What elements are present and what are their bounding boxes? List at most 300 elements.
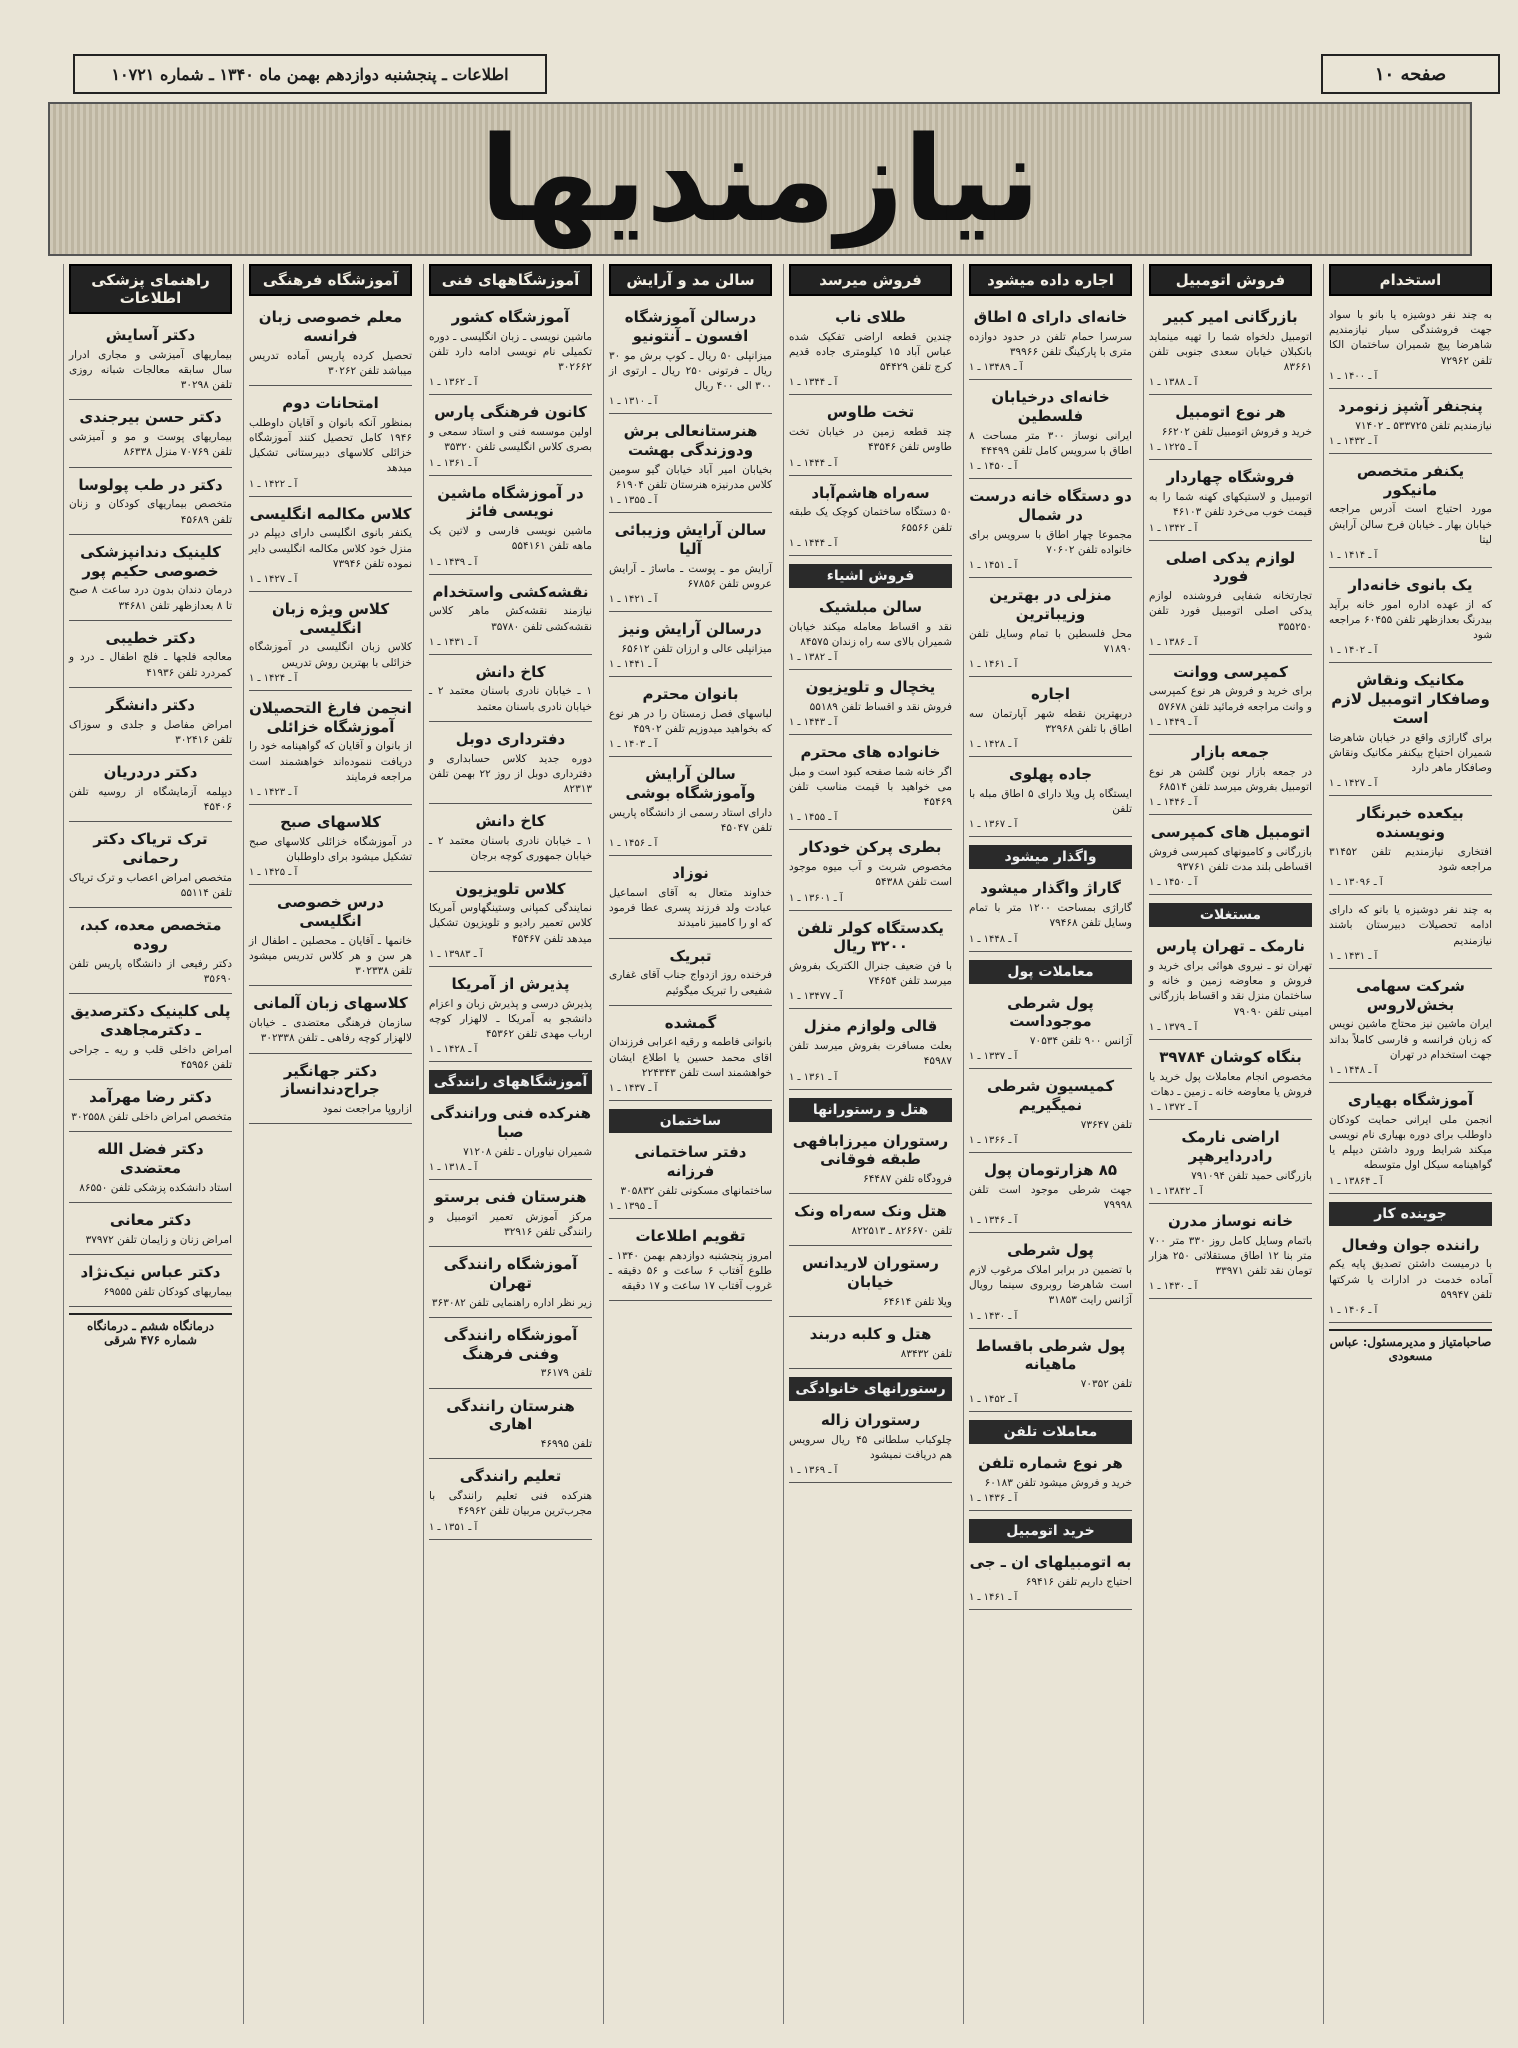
ad-title: پول شرطی باقساط ماهیانه: [975, 1336, 1126, 1374]
ad-body: ماشین نویسی ـ زبان انگلیسی ـ دوره تکمیلی نام نویسی ادامه دارد تلفن ۳۰۲۶۶۲: [429, 330, 592, 374]
classified-ad: [609, 761, 772, 856]
classified-ad: [969, 1157, 1132, 1233]
ad-reference-code: آ ـ ۱۳۷۲ ـ ۱: [1149, 1102, 1198, 1114]
ad-body: کلاس زبان انگلیسی در آموزشگاه خزائلی با بهترین روش تدریس: [249, 641, 412, 669]
ad-body: بیماریهای پوست و مو و آمیزشی تلفن ۷۰۷۶۹ منزل ۸۶۳۳۸: [69, 431, 232, 459]
classified-ad: [1329, 393, 1492, 454]
classified-ad: [789, 834, 952, 910]
ad-body: تلفن ۸۲۶۶۷۰ ـ ۸۲۲۵۱۳: [851, 1225, 952, 1238]
ad-title: بنگاه کوشان ۳۹۷۸۴: [1159, 1047, 1302, 1066]
classified-ad: [1149, 1124, 1312, 1204]
ad-body: استاد دانشکده پزشکی تلفن ۸۶۵۵۰: [79, 1181, 232, 1194]
ad-reference-code: آ ـ ۱۳۶۲ ـ ۱: [429, 377, 478, 389]
classified-ad: [429, 659, 592, 722]
ad-body: ازاروپا مراجعت نمود: [322, 1103, 412, 1116]
classified-ad: [429, 726, 592, 804]
ad-reference-code: آ ـ ۱۴۳۲ ـ ۱: [1329, 435, 1378, 447]
column-heading: سالن مد و آرایش: [609, 264, 772, 296]
ad-title: لوازم یدکی اصلی فورد: [1165, 548, 1296, 586]
section-heading: معاملات تلفن: [969, 1420, 1132, 1444]
ad-title: معلم خصوصی زبان فرانسه: [258, 308, 403, 345]
classified-ad: [69, 826, 232, 908]
ad-reference-code: آ ـ ۱۴۵۶ ـ ۱: [609, 838, 658, 850]
ad-body: با فن ضعیف جنرال الکتریک بفروش میرسد تلفن ۷۴۶۵۴: [789, 960, 952, 988]
ad-reference-code: آ ـ ۱۳۴۴ ـ ۱: [789, 377, 838, 389]
ad-body: اتومبیل دلخواه شما را تهیه مینماید بانکبلان خیابان سعدی جنوبی تلفن ۸۳۶۶۱: [1149, 330, 1312, 374]
ad-title: گمشده: [664, 1013, 717, 1032]
column-heading: راهنمای پزشکی اطلاعات: [69, 264, 232, 314]
ad-title: کلاس تلویزیون: [455, 879, 566, 898]
ad-title: جمعه بازار: [1191, 742, 1270, 761]
ad-reference-code: آ ـ ۱۴۴۸ ـ ۱: [1329, 1065, 1378, 1077]
section-heading: رستورانهای خانوادگی: [789, 1377, 952, 1401]
ad-reference-code: آ ـ ۱۴۳۱ ـ ۱: [1329, 950, 1378, 962]
ad-body: در جمعه بازار نوین گلشن هر نوع اتومبیل بفروش میرسد تلفن ۶۸۵۱۴: [1149, 765, 1312, 793]
ad-title: نقشه‌کشی واستخدام: [432, 582, 589, 601]
classified-ad: [969, 1333, 1132, 1413]
ad-reference-code: آ ـ ۱۴۳۰ ـ ۱: [1149, 1281, 1198, 1293]
ad-body: ساختمانهای مسکونی تلفن ۳۰۵۸۳۲: [620, 1184, 772, 1197]
classified-ad: [609, 681, 772, 757]
ad-title: ترک تریاک دکتر رحمانی: [93, 830, 208, 868]
ad-title: دکتر رضا مهرآمد: [89, 1088, 212, 1107]
classified-ad: [69, 759, 232, 822]
ad-reference-code: آ ـ ۱۴۴۴ ـ ۱: [789, 537, 838, 549]
ad-title: درس خصوصی انگلیسی: [277, 893, 384, 930]
classified-ad: [1149, 1208, 1312, 1299]
ad-body: گاراژی بمساحت ۱۲۰۰ متر با تمام وسایل تلفن ۷۹۴۶۸: [969, 902, 1133, 930]
classified-ad: [1329, 973, 1492, 1083]
ad-reference-code: آ ـ ۱۲۲۵ ـ ۱: [1149, 442, 1198, 454]
ad-body: مخصوص انجام معاملات پول خرید یا فروش یا معاوضه خانه ـ زمین ـ دهات: [1149, 1070, 1312, 1098]
classified-ad: [789, 1407, 952, 1483]
ad-title: دو دستگاه خانه درست در شمال: [969, 487, 1132, 524]
ad-title: هنرستان فنی برستو: [434, 1188, 587, 1207]
ad-body: دوره جدید کلاس حسابداری و دفترداری دوبل از روز ۲۲ بهمن تلفن ۸۲۳۱۳: [429, 752, 592, 796]
classified-ad: [1149, 304, 1312, 395]
classified-ad: [429, 1100, 592, 1180]
ad-title: دکتر جهانگیر جراح‌دندانساز: [281, 1061, 380, 1099]
section-heading: معاملات پول: [969, 960, 1132, 984]
ad-reference-code: آ ـ ۱۳۵۵ ـ ۱: [609, 495, 658, 507]
ad-title: به اتومبیلهای ان ـ جی: [969, 1553, 1132, 1572]
classified-ad: [969, 1450, 1132, 1511]
ad-title: کلاس ویژه زبان انگلیسی: [271, 599, 390, 637]
ad-reference-code: آ ـ ۱۴۵۲ ـ ۱: [969, 1394, 1018, 1406]
classified-ad: [429, 304, 592, 395]
ad-body: افتخاری نیازمندیم تلفن ۳۱۴۵۲ مراجعه شود: [1329, 845, 1492, 874]
ad-column: [603, 264, 777, 2024]
ad-body: نقد و اقساط معامله میکند خیابان شمیران بالای سه راه زندان ۸۴۵۷۵: [789, 620, 952, 648]
ad-body: نمایندگی کمپانی وستینگهاوس آمریکا کلاس تعمیر رادیو و تلویزیون تشکیل میدهد تلفن ۴۵۴۶۷: [429, 902, 592, 945]
ad-title: کلاس مکالمه انگلیسی: [249, 504, 412, 523]
ad-reference-code: آ ـ ۱۳۹۸۳ ـ ۱: [429, 948, 483, 960]
classified-ad: [429, 1322, 592, 1389]
ad-title: هنرستانعالی برش ودوزندگی بهشت: [623, 422, 758, 459]
ad-body: امراض مفاصل و جلدی و سوزاک تلفن ۳۰۲۴۱۶: [69, 718, 232, 746]
banner-title: نیازمندیها: [479, 110, 1041, 248]
ad-title: نوزاد: [672, 864, 709, 883]
ad-title: رستوران میرزابافهی طبقه فوقانی: [792, 1131, 949, 1169]
ad-body: مورد احتیاج است آدرس مراجعه خیابان بهار ـ خیابان فرح سالن آرایش لیتا: [1329, 503, 1492, 546]
ad-body: برای گاراژی واقع در خیابان شاهرضا شمیران احتیاج بیکنفر مکانیک ونقاش وصافکار ماهر دارد: [1329, 731, 1492, 775]
classified-ad: [789, 480, 952, 556]
ad-reference-code: آ ـ ۱۴۱۴ ـ ۱: [1329, 550, 1378, 561]
ad-title: متخصص معده، کبد، روده: [79, 916, 222, 953]
ad-body: تلفن ۷۰۳۵۲: [1080, 1378, 1132, 1391]
ad-title: پذیرش از آمریکا: [451, 974, 570, 993]
ad-title: هنرستان رانندگی اهاری: [446, 1396, 575, 1434]
classified-ad: [69, 539, 232, 621]
ad-title: هتل و کلبه دربند: [809, 1325, 932, 1344]
ad-reference-code: آ ـ ۱۴۵۰ ـ ۱: [1149, 877, 1198, 889]
ad-reference-code: آ ـ ۱۴۰۲ ـ ۱: [1329, 645, 1378, 657]
ad-title: خانه‌ای دارای ۵ اطاق: [973, 308, 1128, 326]
classified-ad: [1329, 572, 1492, 663]
ad-reference-code: آ ـ ۱۴۴۸ ـ ۱: [969, 933, 1018, 945]
ad-title: دفترداری دوبل: [455, 729, 566, 748]
classified-ad: [789, 915, 952, 1010]
classified-ad: [969, 681, 1132, 757]
ad-title: کانون فرهنگی پارس: [434, 403, 587, 422]
ad-reference-code: آ ـ ۱۳۴۲ ـ ۱: [1149, 522, 1198, 534]
ad-title: درسالن آموزشگاه افسون ـ آنتونیو: [624, 308, 757, 345]
ad-columns: [18, 264, 1500, 2024]
ad-column: [63, 264, 237, 2024]
ad-reference-code: آ ـ ۱۴۰۶ ـ ۱: [1329, 1305, 1378, 1317]
ad-title: کلاسهای زبان آلمانی: [253, 994, 408, 1013]
section-heading: هتل و رستورانها: [789, 1098, 952, 1122]
ad-body: چند قطعه زمین در خیابان تخت طاوس تلفن ۴۳۵۴۶: [789, 426, 952, 454]
ad-body: آرایش مو ـ پوست ـ ماساژ ـ آرایش عروس تلفن ۶۷۸۵۶: [609, 562, 772, 590]
classified-ad: [789, 399, 952, 475]
ad-reference-code: آ ـ ۱۳۶۱ ـ ۱: [429, 457, 478, 469]
ad-reference-code: آ ـ ۱۳۶۹ ـ ۱: [789, 1465, 838, 1477]
ad-body: چندین قطعه اراضی تفکیک شده عباس آباد ۱۵ کیلومتری جاده قدیم کرج تلفن ۵۴۴۲۹: [789, 330, 952, 374]
ad-reference-code: آ ـ ۱۳۳۷ ـ ۱: [969, 1051, 1018, 1063]
classified-ad: [429, 480, 592, 575]
ad-body: ۱ ـ خیابان نادری باسنان معتمد ۲ ـ خیابان جمهوری کوچه برجان: [429, 835, 592, 863]
ad-reference-code: آ ـ ۱۴۲۵ ـ ۱: [249, 867, 298, 879]
classified-ad: [969, 483, 1132, 578]
ad-reference-code: آ ـ ۱۴۲۸ ـ ۱: [969, 739, 1018, 751]
classified-ad: [789, 739, 952, 830]
section-heading: آموزشگاههای رانندگی: [429, 1070, 592, 1094]
ad-body: زیر نظر اداره راهنمایی تلفن ۳۶۳۰۸۲: [431, 1296, 592, 1309]
ad-body: لباسهای فصل زمستان را در هر نوع که بخواهید میدوزیم تلفن ۴۵۹۰۲: [609, 707, 772, 735]
ad-reference-code: آ ـ ۱۳۸۶۴ ـ ۱: [1329, 1175, 1383, 1187]
ad-title: دکتر خطیبی: [105, 628, 196, 647]
ad-body: شمیران نیاوران ـ تلفن ۷۱۲۰۸: [463, 1145, 592, 1158]
ad-title: مکانیک ونقاش وصافکار اتومبیل لازم است: [1331, 671, 1490, 727]
classified-ad: [1149, 933, 1312, 1040]
ad-body: فروش نقد و اقساط تلفن ۵۵۱۸۹: [809, 700, 952, 713]
ad-body: ایستگاه پل ویلا دارای ۵ اطاق مبله با تلفن: [969, 787, 1132, 816]
ad-body: محل فلسطین با تمام وسایل تلفن ۷۱۸۹۰: [969, 627, 1132, 655]
ad-body: فرخنده روز ازدواج جناب آقای غفاری شفیعی را تبریک میگوئیم: [609, 969, 772, 997]
classified-ad: [429, 579, 592, 655]
classified-ad: [249, 596, 412, 691]
classified-ad: [789, 1250, 952, 1317]
classified-ad: [789, 1013, 952, 1089]
ad-body: دارای استاد رسمی از دانشگاه پاریس تلفن ۴۵۰۴۷: [609, 806, 772, 834]
ad-body: معالجه فلجها ـ فلج اطفال ـ درد و کمردرد تلفن ۴۱۹۳۶: [69, 651, 232, 679]
classified-ad: [249, 889, 412, 986]
ad-body: بمنظور آنکه بانوان و آقایان داوطلب ۱۹۴۶ کامل تحصیل کنند آموزشگاه خزائلی کلاسهای دبیرستانی تشکیل میدهد: [249, 416, 412, 475]
ad-reference-code: آ ـ ۱۴۳۷ ـ ۱: [609, 1083, 658, 1095]
ad-reference-code: آ ـ ۱۴۲۷ ـ ۱: [249, 573, 298, 585]
ad-column: [963, 264, 1137, 2024]
ad-title: درسالن آرایش ونیز: [619, 620, 762, 639]
ad-title: پنجنفر آشپز زنومرد: [1338, 396, 1483, 415]
ad-title: رستوران لاریدانس خیابان: [802, 1254, 939, 1292]
classified-ad: [969, 582, 1132, 677]
classified-ad: [1149, 464, 1312, 540]
classified-ad: [249, 1058, 412, 1125]
classified-ad: [789, 304, 952, 395]
ad-body: متخصص امراض داخلی تلفن ۳۰۲۵۵۸: [71, 1110, 232, 1123]
ad-body: ایرانی نوساز ۳۰۰ متر مساحت ۸ اطاق با سرویس کامل تلفن ۴۴۴۹۹: [969, 429, 1132, 457]
ad-reference-code: آ ـ ۱۳۴۷۷ ـ ۱: [789, 991, 843, 1003]
ad-body: نیازمند نقشه‌کش ماهر کلاس نقشه‌کشی تلفن ۳۵۷۸۰: [429, 605, 592, 633]
classified-ad: [1329, 667, 1492, 796]
classified-ad: [1329, 458, 1492, 568]
classified-ad: [1149, 399, 1312, 460]
ad-title: خانه‌ای درخیابان فلسطین: [991, 388, 1110, 425]
column-heading: استخدام: [1329, 264, 1492, 296]
ad-title: هتل ونک سه‌راه ونک: [794, 1202, 947, 1221]
ad-title: یکدستگاه کولر تلفن ۳۲۰۰ ریال: [797, 918, 944, 956]
classified-ad: [69, 1136, 232, 1203]
ad-reference-code: آ ـ ۱۴۵۰ ـ ۱: [969, 461, 1018, 473]
ad-title: دکتر عباس نیک‌نژاد: [80, 1262, 221, 1281]
ad-reference-code: آ ـ ۱۳۱۸ ـ ۱: [429, 1162, 478, 1174]
classified-ad: [609, 304, 772, 414]
classified-ad: [69, 472, 232, 535]
ad-reference-code: آ ـ ۱۳۶۶ ـ ۱: [969, 1135, 1018, 1146]
ad-body: میزانپلی عالی و ارزان تلفن ۶۵۶۱۲: [621, 642, 772, 655]
ad-body: ویلا تلفن ۶۴۶۱۴: [883, 1295, 952, 1308]
ad-reference-code: آ ـ ۱۳۸۸ ـ ۱: [1149, 377, 1198, 389]
section-heading: خرید اتومبیل: [969, 1519, 1132, 1543]
ad-reference-code: آ ـ ۱۴۴۱ ـ ۱: [609, 659, 658, 670]
ad-body: تلفن ۷۳۶۴۷: [1080, 1118, 1132, 1131]
ad-body: احتیاج داریم تلفن ۶۹۴۱۶: [1025, 1576, 1132, 1589]
classified-ad: [1329, 899, 1492, 969]
ad-reference-code: آ ـ ۱۴۰۰ ـ ۱: [1329, 370, 1378, 382]
classified-ad: [969, 1237, 1132, 1328]
ad-title: کمپرسی ووانت: [1173, 662, 1288, 681]
ad-reference-code: آ ـ ۱۳۸۶ ـ ۱: [1149, 636, 1198, 648]
column-heading: آموزشگاه فرهنگی: [249, 264, 412, 296]
ad-body: میزانپلی ۵۰ ریال ـ کوپ برش مو ۳۰ ریال ـ فرتونی ۲۵۰ ریال ـ ارتوی از ۳۰۰ الی ۴۰۰ ریال: [609, 349, 772, 392]
ad-body: ایران ماشین نیز محتاج ماشین نویس که زبان فرانسه و فارسی کاملاً بداند جهت استخدام در تهران: [1329, 1018, 1492, 1061]
ad-title: آموزشگاه رانندگی تهران: [443, 1255, 578, 1292]
ad-body: بازرگانی حمید تلفن ۷۹۱۰۹۴: [1191, 1169, 1312, 1182]
ad-title: یکنفر متخصص مانیکور: [1356, 461, 1465, 499]
ad-title: اتومبیل های کمپرسی: [1150, 823, 1311, 842]
ad-title: یک بانوی خانه‌دار: [1348, 576, 1473, 594]
ad-title: بانوان محترم: [642, 685, 739, 703]
ad-title: دکتر دردریان: [103, 763, 198, 782]
ad-title: اراضی نارمک رادردایرهپر: [1181, 1128, 1280, 1165]
classified-ad: [1149, 819, 1312, 895]
column-heading: فروش اتومبیل: [1149, 264, 1312, 296]
ad-body: مجموعا چهار اطاق با سرویس برای خانواده تلفن ۷۰۶۰۲: [969, 528, 1132, 556]
ad-body: تهران نو ـ نیروی هوائی برای خرید و فروش و معاوضه زمین و خانه و ساختمان منزل نقد و اقساط بازرگانی امینی تلفن ۷۹۰۹۰: [1149, 960, 1312, 1018]
ad-title: پول شرطی موجوداست: [1007, 993, 1094, 1031]
ad-title: رستوران زاله: [820, 1411, 921, 1430]
classified-ad: [69, 404, 232, 467]
ad-body: متخصص امراض اعصاب و ترک تریاک تلفن ۵۵۱۱۴: [69, 871, 232, 899]
classified-ad: [609, 418, 772, 513]
ad-title: هر نوع اتومبیل: [1175, 403, 1286, 422]
ad-body: درمان دندان بدون درد ساعت ۸ صبح تا ۸ بعدازظهر تلفن ۳۴۶۸۱: [69, 584, 232, 612]
ad-body: تلفن ۸۳۴۳۲: [900, 1347, 952, 1360]
ad-reference-code: آ ـ ۱۴۲۳ ـ ۱: [249, 787, 298, 799]
ad-body: از بانوان و آقایان که گواهینامه خود را دریافت ننموده‌اند خواهشمند است مراجعه فرمایند: [249, 740, 412, 783]
ad-body: پذیرش درسی و پذیرش زبان و اعزام دانشجو به آمریکا ـ لالهزار کوچه ارباب مهدی تلفن ۴۵۳۶۲: [429, 997, 592, 1041]
ad-column: [1143, 264, 1317, 2024]
ad-reference-code: آ ـ ۱۴۰۳ ـ ۱: [609, 739, 658, 751]
ad-title: تبریک: [669, 946, 712, 965]
classified-ad: [969, 1073, 1132, 1153]
classified-ad: [789, 1198, 952, 1246]
ad-title: آموزشگاه رانندگی وفنی فرهنگ: [443, 1325, 578, 1363]
ad-title: یخچال و تلویزیون: [805, 677, 936, 696]
ad-title: دکتر معانی: [109, 1210, 192, 1229]
classified-ad: [609, 1139, 772, 1219]
ad-reference-code: آ ـ ۱۴۵۵ ـ ۱: [789, 812, 838, 824]
ad-title: تعلیم رانندگی: [459, 1467, 562, 1486]
column-heading: فروش میرسد: [789, 264, 952, 296]
ad-title: خانه نوساز مدرن: [1167, 1211, 1294, 1230]
classified-ad: [969, 761, 1132, 837]
ad-title: تقویم اطلاعات: [635, 1226, 746, 1245]
ad-reference-code: آ ـ ۱۴۳۹ ـ ۱: [429, 556, 478, 568]
ad-title: تخت طاوس: [826, 403, 915, 422]
ad-reference-code: آ ـ ۱۳۶۰۱ ـ ۱: [789, 892, 843, 904]
ad-title: سالن آرایش وزیبائی آلیا: [614, 521, 767, 558]
section-heading: واگذار میشود: [969, 845, 1132, 869]
page-number: صفحه ۱۰: [1321, 54, 1500, 94]
ad-title: ۸۵ هزارتومان پول: [983, 1161, 1118, 1179]
ad-title: کاخ دانش: [475, 662, 546, 681]
ad-body: خرید و فروش میشود تلفن ۶۰۱۸۳: [984, 1477, 1132, 1490]
ad-title: دکتر فضل الله معتضدی: [97, 1140, 204, 1177]
ad-body: تحصیل کرده پاریس آماده تدریس میباشد تلفن ۳۰۲۶۲: [249, 349, 412, 377]
ad-title: فروشگاه چهاردار: [1166, 468, 1295, 487]
classified-ad: [429, 1393, 592, 1460]
ad-title: انجمن فارغ التحصیلان آموزشگاه خزائلی: [249, 698, 412, 736]
ad-title: کلاسهای صبح: [280, 813, 381, 832]
ad-body: امروز پنجشنبه دوازدهم بهمن ۱۳۴۰ ـ طلوع آفتاب ۶ ساعت و ۵۶ دقیقه ـ غروب آفتاب ۱۷ ساعت و ۱۷ دقیقه: [609, 1249, 773, 1293]
ad-column: [783, 264, 957, 2024]
ad-body: خرید و فروش اتومبیل تلفن ۶۶۲۰۲: [1161, 426, 1312, 439]
classified-ad: [429, 1184, 592, 1247]
ad-reference-code: آ ـ ۱۳۱۰ ـ ۱: [609, 396, 658, 408]
classified-ad: [69, 1084, 232, 1132]
classifieds-banner: [48, 102, 1472, 256]
ad-reference-code: آ ـ ۱۳۷۹ ـ ۱: [1149, 1021, 1198, 1033]
ad-body: در آموزشگاه خزائلی کلاسهای صبح تشکیل میشود برای داوطلبان: [249, 835, 412, 864]
ad-body: که از عهده اداره امور خانه برآید بیدرنگ بعدازظهر تلفن ۶۰۴۵۵ مراجعه شود: [1329, 598, 1492, 642]
ad-title: بطری پرکن خودکار: [799, 838, 942, 857]
ad-reference-code: آ ـ ۱۳۰۹۶ ـ ۱: [1329, 877, 1383, 889]
classified-ad: [69, 1207, 232, 1255]
ad-reference-code: آ ـ ۱۴۵۱ ـ ۱: [969, 560, 1018, 572]
column-footnote: درمانگاه ششم ـ درمانگاه شماره ۴۷۶ شرقی: [69, 1313, 232, 1347]
classified-ad: [609, 943, 772, 1006]
ad-reference-code: آ ـ ۱۴۲۴ ـ ۱: [249, 672, 298, 684]
ad-body: ۵۰ دستگاه ساختمان کوچک یک طبقه تلفن ۶۵۵۶۶: [789, 506, 952, 534]
ad-title: کمیسیون شرطی نمیگیریم: [986, 1077, 1115, 1115]
ad-title: کلینیک دندانپزشکی خصوصی حکیم پور: [80, 542, 221, 580]
ad-body: بخیابان امیر آباد خیابان گیو سومین کلاس مدرنیزه هنرستان تلفن ۶۱۹۰۴: [609, 463, 772, 491]
classified-ad: [1149, 545, 1312, 655]
ad-body: دیپلمه آزمایشگاه از روسیه تلفن ۴۵۴۰۶: [69, 785, 232, 814]
classified-ad: [429, 971, 592, 1062]
classified-ad: [69, 322, 232, 400]
classified-ad: [429, 808, 592, 871]
classified-ad: [1329, 1087, 1492, 1194]
masthead-dateline: اطلاعات ـ پنجشنبه دوازدهم بهمن ماه ۱۳۴۰ ـ شماره ۱۰۷۲۱: [73, 54, 547, 94]
ad-title: دکتر دانشگر: [106, 695, 195, 714]
classified-ad: [969, 990, 1132, 1070]
section-heading: فروش اشیاء: [789, 564, 952, 588]
ad-column: [1323, 264, 1497, 2024]
ad-body: ۱ ـ خیابان نادری باسنان معتمد ۲ ـ خیابان نادری باسنان معتمد: [429, 685, 592, 713]
ad-body: امراض داخلی قلب و ریه ـ جراحی تلفن ۴۵۹۵۶: [69, 1043, 232, 1071]
ad-body: متخصص بیماریهای کودکان و زنان تلفن ۴۵۶۸۹: [69, 498, 232, 526]
ad-title: هر نوع شماره تلفن: [978, 1454, 1123, 1473]
ad-title: سه‌راه هاشم‌آباد: [811, 483, 930, 502]
ad-title: دفتر ساختمانی فرزانه: [634, 1143, 747, 1180]
section-heading: مستغلات: [1149, 903, 1312, 927]
ad-title: آموزشگاه کشور: [451, 308, 570, 326]
classified-ad: [1329, 1232, 1492, 1323]
ad-title: نارمک ـ تهران پارس: [1156, 937, 1305, 956]
classified-ad: [609, 860, 772, 938]
classified-ad: [969, 1549, 1132, 1610]
ad-body: به چند نفر دوشیزه یا بانو با سواد جهت فروشندگی سیار نیازمندیم شاهرضا پیچ شمیران ساختمان الکا تلفن ۷۲۹۶۲: [1329, 309, 1492, 367]
classified-ad: [429, 399, 592, 475]
ad-title: بازرگانی امیر کبیر: [1163, 308, 1298, 326]
ad-reference-code: آ ـ ۱۴۴۶ ـ ۱: [1149, 797, 1198, 809]
ad-body: با تضمین در برابر املاک مرغوب لازم است شاهرضا روبروی سینما رویال آژانس رایت ۳۱۸۵۳: [969, 1263, 1132, 1307]
ad-body: اولین موسسه فنی و استاد سمعی و بصری کلاس انگلیسی تلفن ۳۵۳۲۰: [429, 426, 592, 454]
classified-ad: [1149, 739, 1312, 815]
column-footnote: صاحبامتیاز و مدیرمسئول: عباس مسعودی: [1329, 1329, 1492, 1363]
classified-ad: [249, 390, 412, 497]
ad-reference-code: آ ـ ۱۴۲۱ ـ ۱: [609, 594, 658, 606]
classified-ad: [1329, 800, 1492, 895]
classified-ad: [789, 674, 952, 735]
classified-ad: [1329, 304, 1492, 389]
ad-body: با درمیست داشتن تصدیق پایه یکم آماده خدمت در ادارات یا شرکتها تلفن ۵۹۹۴۷: [1329, 1258, 1492, 1301]
ad-title: منزلی در بهترین وزیباترین: [989, 586, 1112, 623]
ad-body: جهت شرطی موجود است تلفن ۷۹۹۹۸: [969, 1183, 1132, 1211]
ad-body: مرکز آموزش تعمیر اتومبیل و رانندگی تلفن ۳۲۹۱۶: [429, 1210, 592, 1238]
ad-title: شرکت سهامی بخش‌لاروس: [1356, 976, 1465, 1014]
ad-title: سالن آرایش وآموزشگاه بوشی: [625, 765, 756, 802]
classified-ad: [249, 809, 412, 885]
ad-reference-code: آ ـ ۱۴۴۴ ـ ۱: [789, 457, 838, 469]
ad-reference-code: آ ـ ۱۴۳۶ ـ ۱: [969, 1493, 1018, 1505]
section-heading: جوینده کار: [1329, 1202, 1492, 1226]
classified-ad: [609, 1010, 772, 1101]
ad-body: بازرگانی و کامیونهای کمپرسی فروش اقساطی بلند مدت تلفن ۹۳۷۶۱: [1149, 845, 1312, 874]
